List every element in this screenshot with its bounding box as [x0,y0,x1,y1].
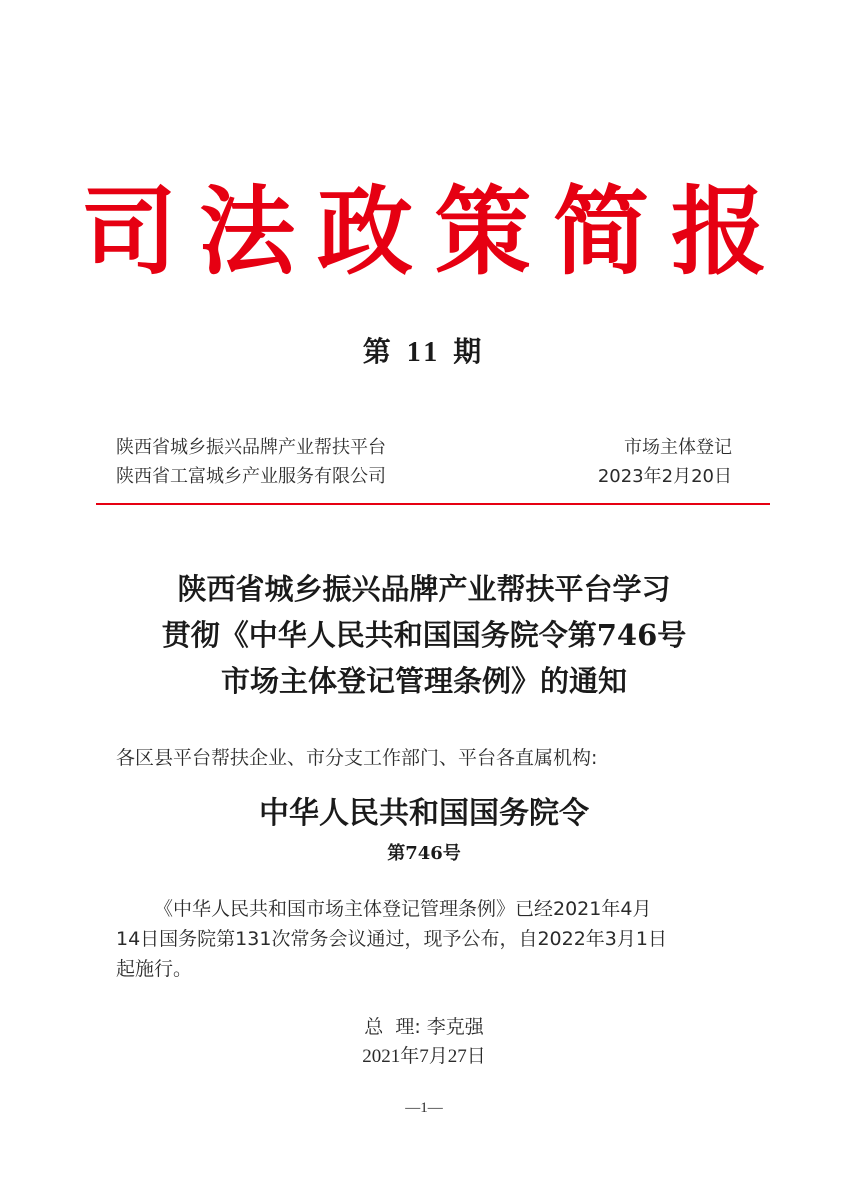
masthead-title: 司法政策简报 [81,175,789,288]
issue-suffix: 期 [453,335,486,368]
category-date-block [598,433,732,491]
publisher-line: 陕西省城乡振兴品牌产业帮扶平台 [116,437,386,458]
category-label: 市场主体登记 [624,437,732,458]
page-number: —1— [405,1100,443,1116]
signoff-block [0,1012,848,1072]
notice-title-line: 陕西省城乡振兴品牌产业帮扶平台学习 [177,572,671,606]
issue-prefix: 第 [362,335,395,368]
header-divider [96,503,770,505]
body-line: 起施行。 [116,958,193,980]
publisher-block [116,433,386,491]
body-line: 《中华人民共和国市场主体登记管理条例》已经2021年4月 [154,898,652,920]
notice-title-line: 市场主体登记管理条例》的通知 [220,664,627,698]
notice-title-line: 贯彻《中华人民共和国国务院令第746号 [161,618,687,652]
notice-title [0,566,848,704]
issue-number-value: 11 [406,337,442,368]
signatory: 总 理: 李克强 [364,1016,484,1038]
decree-title: 中华人民共和国国务院令 [259,796,589,831]
body-line: 14日国务院第131次常务会议通过，现予公布，自2022年3月1日 [116,928,667,950]
salutation: 各区县平台帮扶企业、市分支工作部门、平台各直属机构: [116,747,598,769]
decree-body [116,894,744,984]
publisher-line: 陕西省工富城乡产业服务有限公司 [116,466,386,487]
issue-date: 2023年2月20日 [597,466,732,487]
issue-number [0,334,848,371]
signed-date: 2021年7月27日 [362,1046,486,1067]
decree-number: 第746号 [387,843,461,864]
